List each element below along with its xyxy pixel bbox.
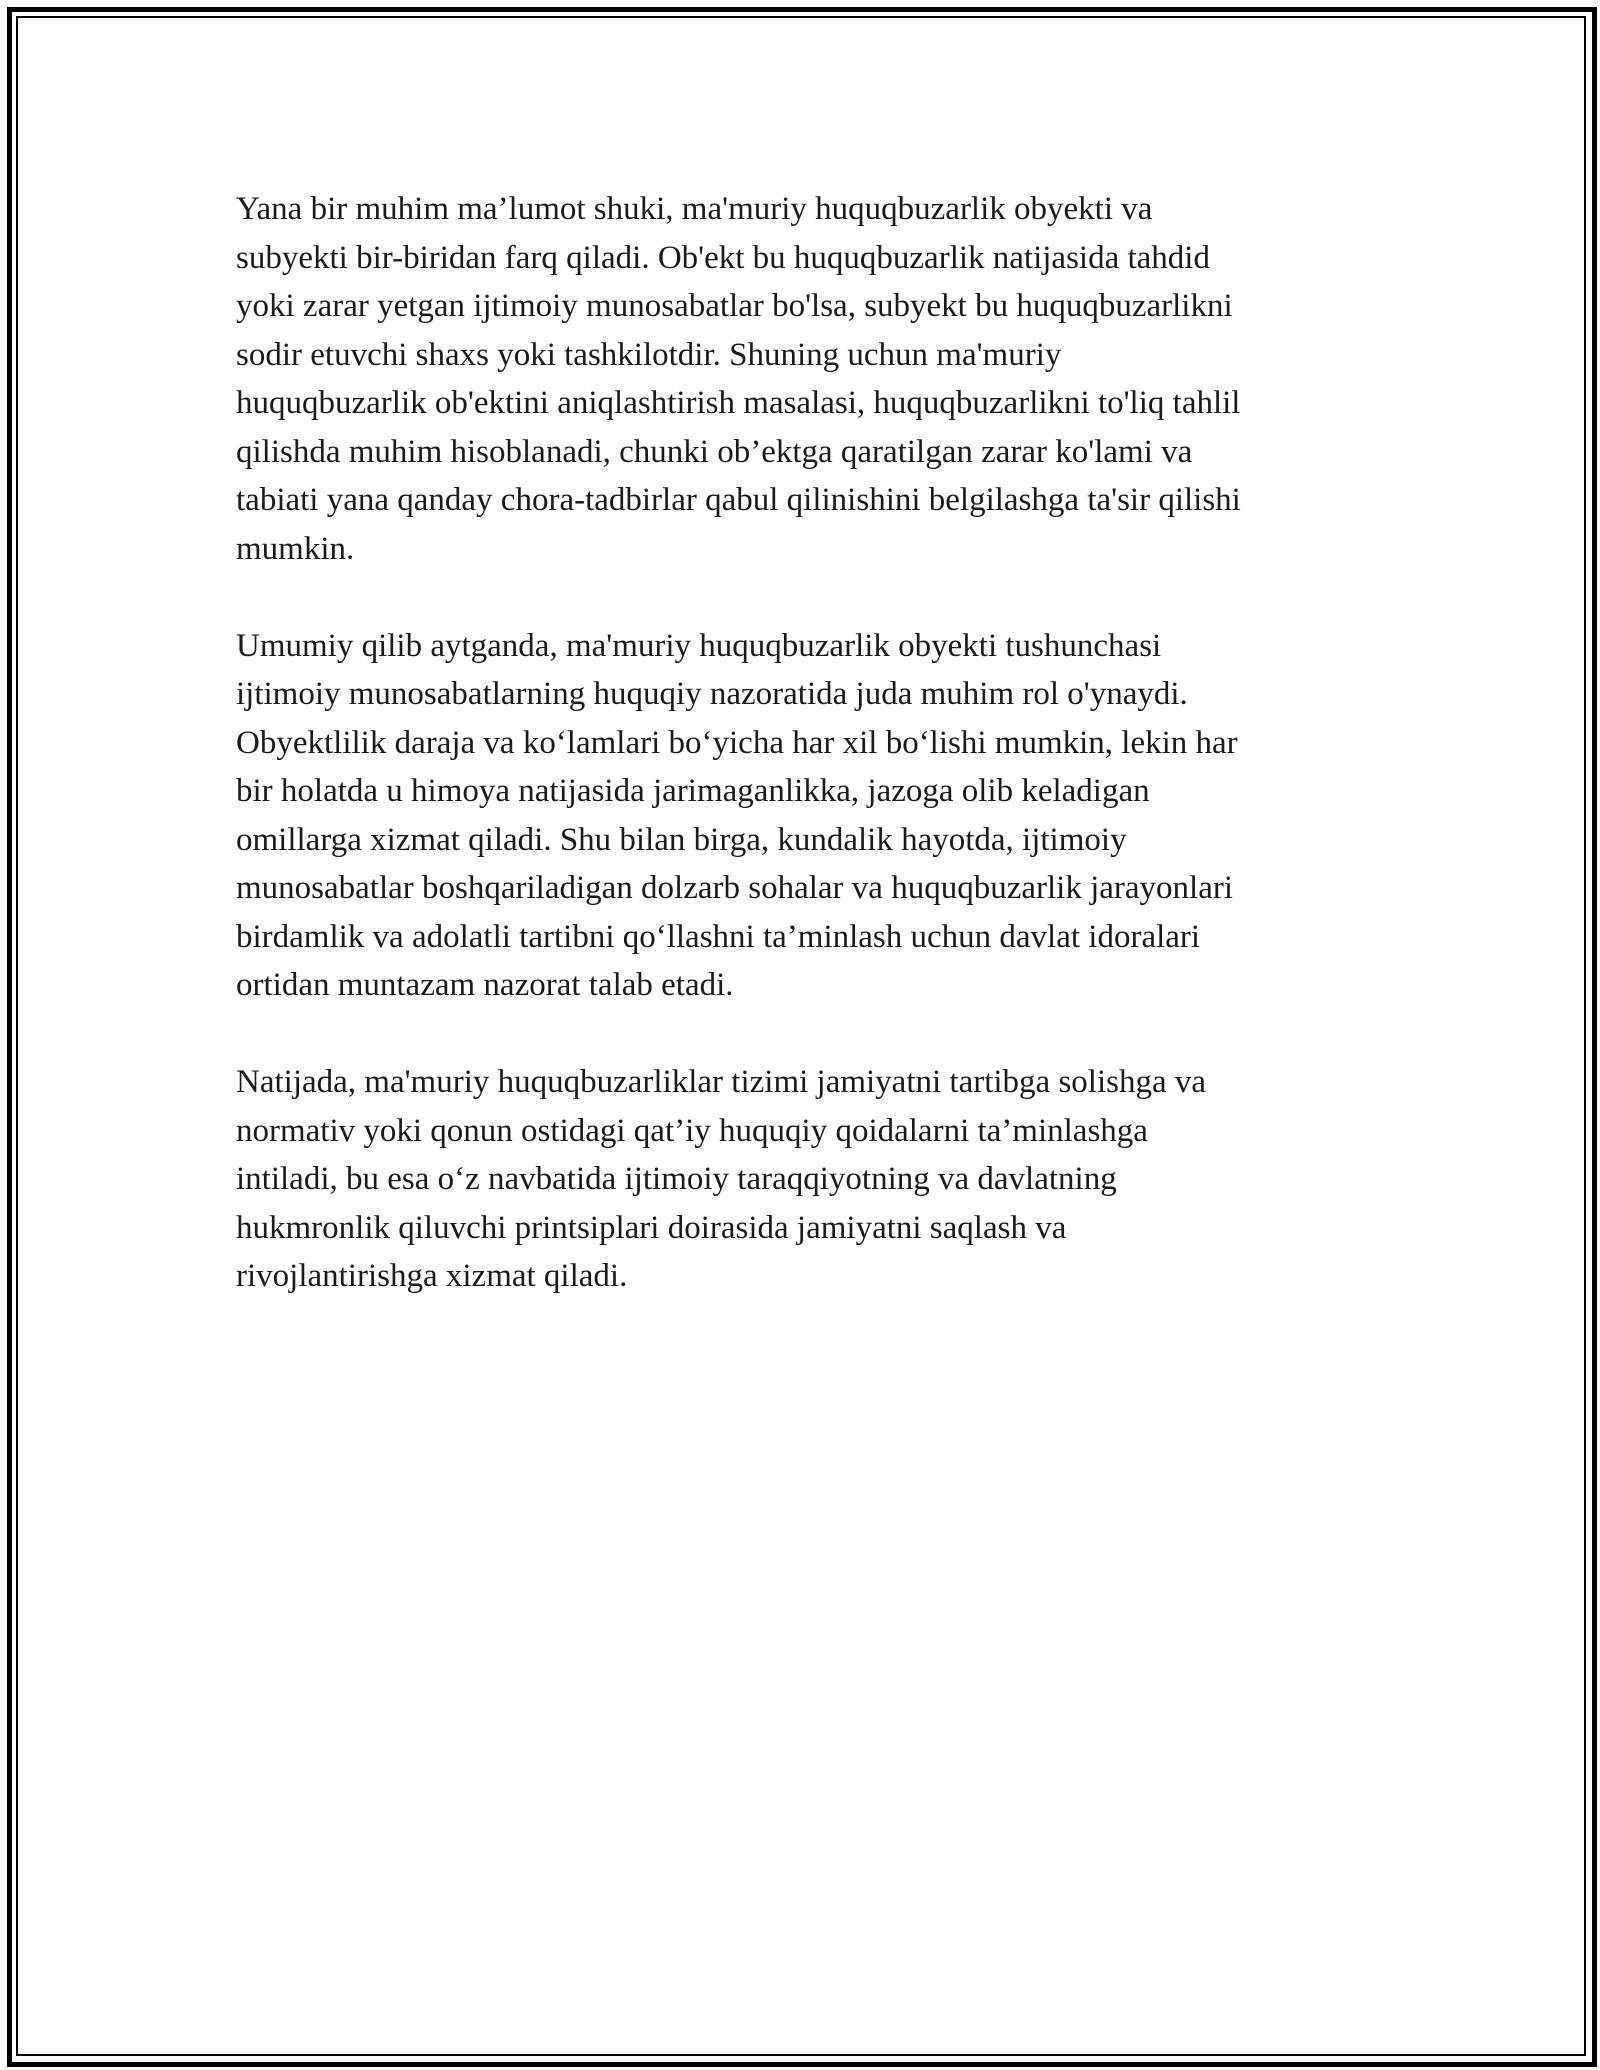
paragraph-3-line-3: intiladi, bu esa o‘z navbatida ijtimoiy taraqqiyotning va davlatning: [236, 1161, 1117, 1197]
paragraph-3-line-2: normativ yoki qonun ostidagi qat’iy huquqiy qoidalarni ta’minlashga: [236, 1112, 1148, 1149]
paragraph-2-line-7: birdamlik va adolatli tartibni qo‘llashni ta’minlash uchun davlat idoralari: [236, 918, 1201, 955]
paragraph-1-line-8: mumkin.: [236, 530, 355, 567]
paragraph-2-line-6: munosabatlar boshqariladigan dolzarb sohalar va huquqbuzarlik jarayonlari: [236, 870, 1233, 906]
paragraph-1-line-4: sodir etuvchi shaxs yoki tashkilotdir. Shuning uchun ma'muriy: [236, 336, 1062, 373]
paragraph-3-line-1: Natijada, ma'muriy huquqbuzarliklar tizimi jamiyatni tartibga solishga va: [236, 1064, 1207, 1100]
paragraph-2-line-5: omillarga xizmat qiladi. Shu bilan birga, kundalik hayotda, ijtimoiy: [236, 821, 1127, 858]
paragraph-3-line-5: rivojlantirishga xizmat qiladi.: [236, 1258, 628, 1294]
paragraph-2-line-2: ijtimoiy munosabatlarning huquqiy nazoratida juda muhim rol o'ynaydi.: [236, 676, 1188, 712]
paragraph-1-line-3: yoki zarar yetgan ijtimoiy munosabatlar bo'lsa, subyekt bu huquqbuzarlikni: [236, 288, 1233, 324]
paragraph-1-line-6: qilishda muhim hisoblanadi, chunki ob’ektga qaratilgan zarar ko'lami va: [236, 433, 1193, 470]
paragraph-2-line-1: Umumiy qilib aytganda, ma'muriy huquqbuzarlik obyekti tushunchasi: [236, 627, 1162, 664]
document-body: [236, 185, 1366, 1349]
paragraph-3-line-4: hukmronlik qiluvchi printsiplari doirasida jamiyatni saqlash va: [236, 1209, 1067, 1246]
paragraph-2-line-8: ortidan muntazam nazorat talab etadi.: [236, 967, 734, 1003]
paragraph-1: [236, 185, 1366, 573]
paragraph-3: [236, 1058, 1366, 1301]
paragraph-1-line-5: huquqbuzarlik ob'ektini aniqlashtirish masalasi, huquqbuzarlikni to'liq tahlil: [236, 385, 1241, 421]
paragraph-2-line-3: Obyektlilik daraja va ko‘lamlari bo‘yicha har xil bo‘lishi mumkin, lekin har: [236, 724, 1238, 761]
paragraph-1-line-1: Yana bir muhim ma’lumot shuki, ma'muriy huquqbuzarlik obyekti va: [236, 191, 1153, 227]
paragraph-2-line-4: bir holatda u himoya natijasida jarimaganlikka, jazoga olib keladigan: [236, 773, 1150, 809]
paragraph-2: [236, 622, 1366, 1010]
paragraph-1-line-2: subyekti bir-biridan farq qiladi. Ob'ekt bu huquqbuzarlik natijasida tahdid: [236, 239, 1210, 276]
paragraph-1-line-7: tabiati yana qanday chora-tadbirlar qabul qilinishini belgilashga ta'sir qilishi: [236, 482, 1241, 518]
